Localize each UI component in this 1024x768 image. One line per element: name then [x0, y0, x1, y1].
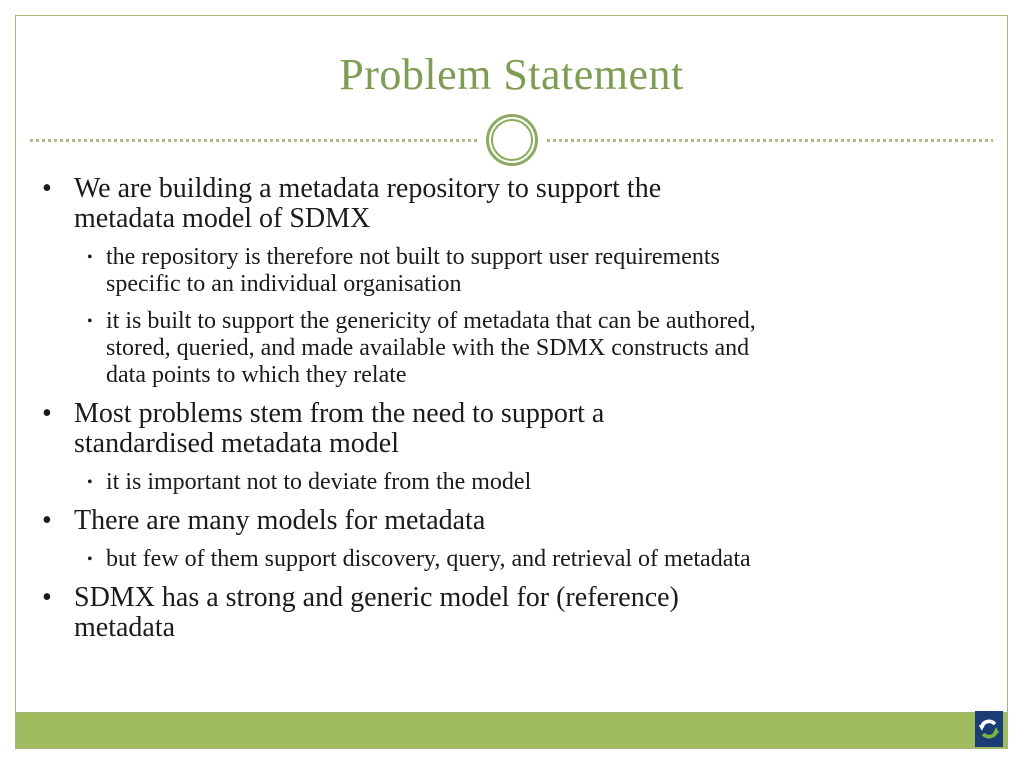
- sub-bullet-marker: •: [87, 249, 93, 266]
- sub-bullet-item: [87, 244, 991, 298]
- bullet-marker: •: [42, 505, 52, 536]
- sub-bullet-item: [87, 308, 991, 389]
- divider-circle-ornament: [486, 114, 538, 166]
- sub-bullet-marker: •: [87, 551, 93, 568]
- bullet-marker: •: [42, 582, 52, 613]
- bullet-marker: •: [42, 173, 52, 204]
- bullet-item: [41, 399, 991, 459]
- bullet-marker: •: [42, 398, 52, 429]
- bullet-item: [41, 506, 991, 536]
- divider-dash-left: [30, 139, 477, 142]
- sub-bullet-line: it is important not to deviate from the model: [106, 469, 532, 495]
- refresh-arrows-icon: [976, 714, 1002, 744]
- slide-title: Problem Statement: [339, 50, 684, 99]
- sub-bullet-item: [87, 469, 991, 496]
- bullet-item: [41, 174, 991, 234]
- title-divider: [30, 113, 993, 167]
- sub-bullet-line: stored, queried, and made available with the SDMX constructs and: [106, 335, 750, 361]
- bullet-item: [41, 583, 991, 643]
- slide-body: [41, 174, 991, 643]
- sub-bullet-line: but few of them support discovery, query, and retrieval of metadata: [106, 546, 751, 572]
- sub-bullet-line: specific to an individual organisation: [106, 271, 462, 297]
- bullet-line: metadata model of SDMX: [74, 203, 371, 234]
- powershow-logo: [975, 711, 1003, 747]
- sub-bullet-line: data points to which they relate: [106, 362, 407, 388]
- footer-bar: [16, 712, 1007, 748]
- bullet-line: standardised metadata model: [74, 428, 399, 459]
- bullet-line: SDMX has a strong and generic model for (reference): [74, 582, 679, 613]
- sub-bullet-line: the repository is therefore not built to support user requirements: [106, 244, 720, 270]
- divider-dash-right: [547, 139, 994, 142]
- slide-frame: [15, 15, 1008, 749]
- sub-bullet-marker: •: [87, 474, 93, 491]
- bullet-line: We are building a metadata repository to support the: [74, 173, 662, 204]
- sub-bullet-line: it is built to support the genericity of metadata that can be authored,: [106, 308, 756, 334]
- sub-bullet-item: [87, 546, 991, 573]
- bullet-line: There are many models for metadata: [74, 505, 486, 536]
- bullet-line: Most problems stem from the need to support a: [74, 398, 605, 429]
- bullet-line: metadata: [74, 612, 176, 643]
- sub-bullet-marker: •: [87, 313, 93, 330]
